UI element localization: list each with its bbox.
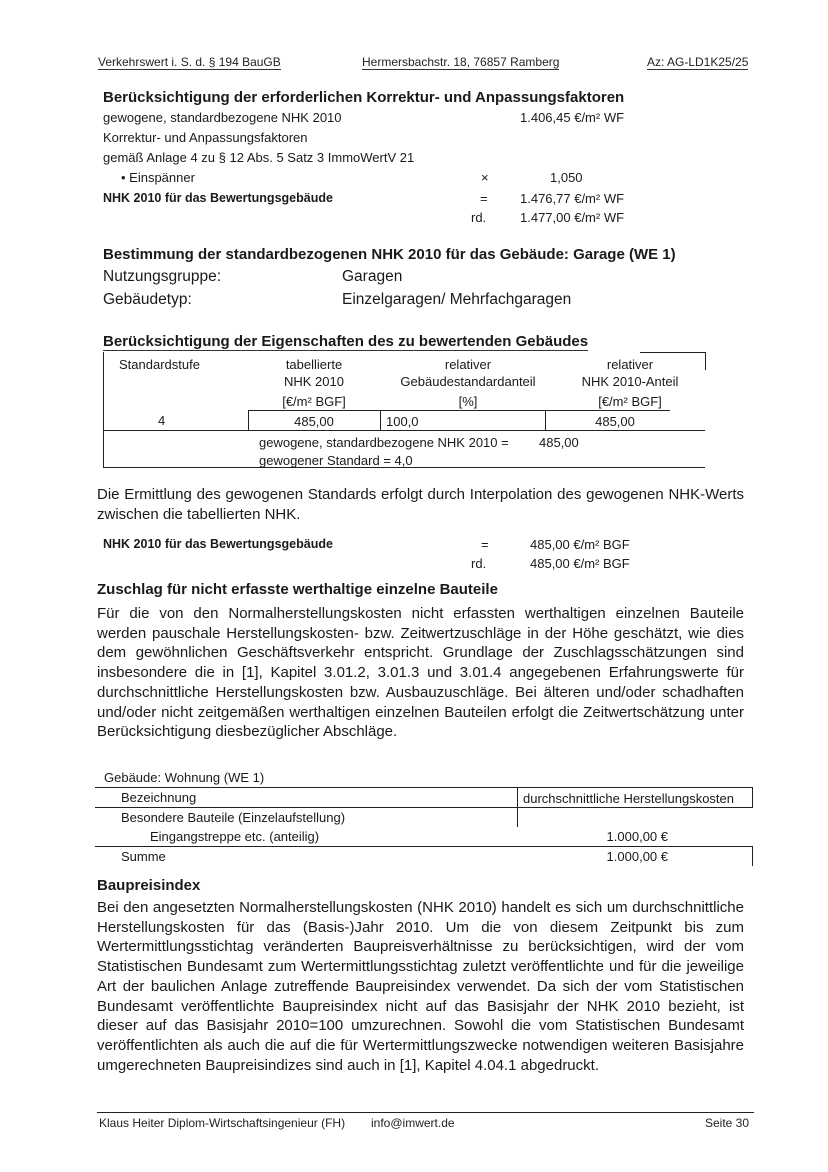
nhk-result-value-rounded: 485,00 €/m² BGF xyxy=(530,556,630,571)
row-label-bold: NHK 2010 für das Bewertungsgebäude xyxy=(103,191,333,205)
table-header-anteil: relativer xyxy=(444,357,492,372)
section-title-eigenschaften: Berücksichtigung der Eigenschaften des zu bewertenden Gebäudes xyxy=(103,333,589,350)
row-label: Korrektur- und Anpassungsfaktoren xyxy=(103,130,308,145)
table-header-nhk-anteil-unit: [€/m² BGF] xyxy=(598,394,662,409)
nhk-result-value: 485,00 €/m² BGF xyxy=(530,537,630,552)
table-sum-value: 1.000,00 € xyxy=(606,849,668,864)
table-header-nhk-anteil: NHK 2010-Anteil xyxy=(581,374,679,389)
section-title-korrekturfaktoren: Berücksichtigung der erforderlichen Korrektur- und Anpassungsfaktoren xyxy=(103,89,625,106)
footer-author: Klaus Heiter Diplom-Wirtschaftsingenieur (FH) xyxy=(99,1116,346,1130)
footer-email: info@imwert.de xyxy=(371,1116,455,1130)
gebaeudetyp-value: Einzelgaragen/ Mehrfachgaragen xyxy=(342,291,572,308)
table-header-nhk: NHK 2010 xyxy=(284,374,344,389)
row-operator: rd. xyxy=(471,556,487,571)
table-cell-nhk-anteil: 485,00 xyxy=(595,414,635,429)
table-cell-stufe: 4 xyxy=(158,413,166,428)
table-cell-nhk: 485,00 xyxy=(294,414,334,429)
table-row: Eingangstreppe etc. (anteilig) xyxy=(150,829,320,844)
paragraph-baupreisindex: Bei den angesetzten Normalherstellungskosten (NHK 2010) handelt es sich um durchschnittliche Herstellungskosten für das (Basis-)Jahr 2010. Um die von diesem Zeitpunkt bis zum Wertermittlungsstichtag veränderten Baupreisverhältnisse zu berücksichtigen, wird der vom Statistischen Bundesamt zum Wertermittlungsstichtag zuletzt veröffentlichte und für die jeweilige Art der baulichen Anlage zutreffende Baupreisindex verwendet. Da sich der vom Statistischen Bundesamt veröffentlichte Baupreisindex nicht auf das Basisjahr der NHK 2010 bezieht, ist dieser auf das Basisjahr 2010=100 umzurechnen. Sowohl die vom Statistischen Bundesamt veröffentlichten als auch die auf die für Wertermittlungszwecke notwendigen weiteren Basisjahre umgerechneten Baupreisindizes sind auch in [1], Kapitel 4.04.1 abgedruckt. xyxy=(97,899,744,1074)
table-cell-anteil: 100,0 xyxy=(386,414,419,429)
table-row-group: Besondere Bauteile (Einzelaufstellung) xyxy=(121,810,346,825)
nutzungsgruppe-label: Nutzungsgruppe: xyxy=(103,268,222,285)
nhk-result-label: NHK 2010 für das Bewertungsgebäude xyxy=(103,537,333,551)
table-header-nhk-unit: [€/m² BGF] xyxy=(282,394,346,409)
table-sum-label: Summe xyxy=(121,849,166,864)
header-address: Hermersbachstr. 18, 76857 Ramberg xyxy=(362,55,560,69)
footer-divider xyxy=(97,1112,754,1113)
table-header-bezeichnung: Bezeichnung xyxy=(121,790,197,805)
paragraph-zuschlag: Für die von den Normalherstellungskosten nicht erfassten werthaltigen einzelnen Bauteile werden pauschale Herstellungskosten- bzw. Zeitwertzuschläge in der Höhe geschätzt, wie dies dem gewöhnlichen Geschäftsverkehr entspricht. Grundlage der Zuschlagsschätzungen sind insbesondere die in [1], Kapitel 3.01.2, 3.01.3 und 3.01.4 angegebenen Erfahrungswerte für durchschnittliche Herstellungskosten bzw. Ausbauzuschläge. Bei älteren und/oder schadhaften und/oder nicht zeitgemäßen werthaltigen einzelnen Bauteilen erfolgt die Zeitwertschätzung unter Berücksichtigung diesbezüglicher Abschläge. xyxy=(97,605,744,741)
table-gewogener-standard: gewogener Standard = 4,0 xyxy=(259,453,413,468)
row-label: • Einspänner xyxy=(121,170,195,185)
table-sum-label: gewogene, standardbezogene NHK 2010 = xyxy=(259,435,509,450)
row-operator: = xyxy=(480,191,488,206)
row-label: gewogene, standardbezogene NHK 2010 xyxy=(103,110,342,125)
table-sum-value: 485,00 xyxy=(539,435,579,450)
row-value: 1.406,45 €/m² WF xyxy=(520,110,625,125)
row-value: 1.476,77 €/m² WF xyxy=(520,191,625,206)
table-cell-value: 1.000,00 € xyxy=(606,829,668,844)
gebaeudetyp-label: Gebäudetyp: xyxy=(103,291,192,308)
section-title-zuschlag: Zuschlag für nicht erfasste werthaltige einzelne Bauteile xyxy=(97,581,498,598)
section-title-baupreisindex: Baupreisindex xyxy=(97,877,201,894)
paragraph-interpolation: Die Ermittlung des gewogenen Standards erfolgt durch Interpolation des gewogenen NHK-Werts zwischen die tabellierten NHK. xyxy=(97,486,744,523)
header-reference: Az: AG-LD1K25/25 xyxy=(647,55,749,69)
row-value: 1,050 xyxy=(550,170,583,185)
table-header-standardstufe: Standardstufe xyxy=(119,357,200,372)
table-header-anteil: Gebäudestandardanteil xyxy=(400,374,536,389)
nutzungsgruppe-value: Garagen xyxy=(342,268,403,285)
section-title-nhk: Bestimmung der standardbezogenen NHK 2010 für das Gebäude: Garage (WE 1) xyxy=(103,246,676,263)
table-header-herstellungskosten: durchschnittliche Herstellungskosten xyxy=(523,791,734,806)
table-header-anteil-unit: [%] xyxy=(458,394,478,409)
row-label: gemäß Anlage 4 zu § 12 Abs. 5 Satz 3 ImmoWertV 21 xyxy=(103,150,415,165)
row-operator: × xyxy=(481,170,489,185)
header-left: Verkehrswert i. S. d. § 194 BauGB xyxy=(98,55,281,69)
footer-page-number: Seite 30 xyxy=(705,1116,750,1130)
table-header-nhk: tabellierte xyxy=(285,357,343,372)
row-value: 1.477,00 €/m² WF xyxy=(520,210,625,225)
row-operator: = xyxy=(481,537,489,552)
table-caption: Gebäude: Wohnung (WE 1) xyxy=(104,770,265,785)
row-operator: rd. xyxy=(471,210,487,225)
table-header-nhk-anteil: relativer xyxy=(606,357,654,372)
